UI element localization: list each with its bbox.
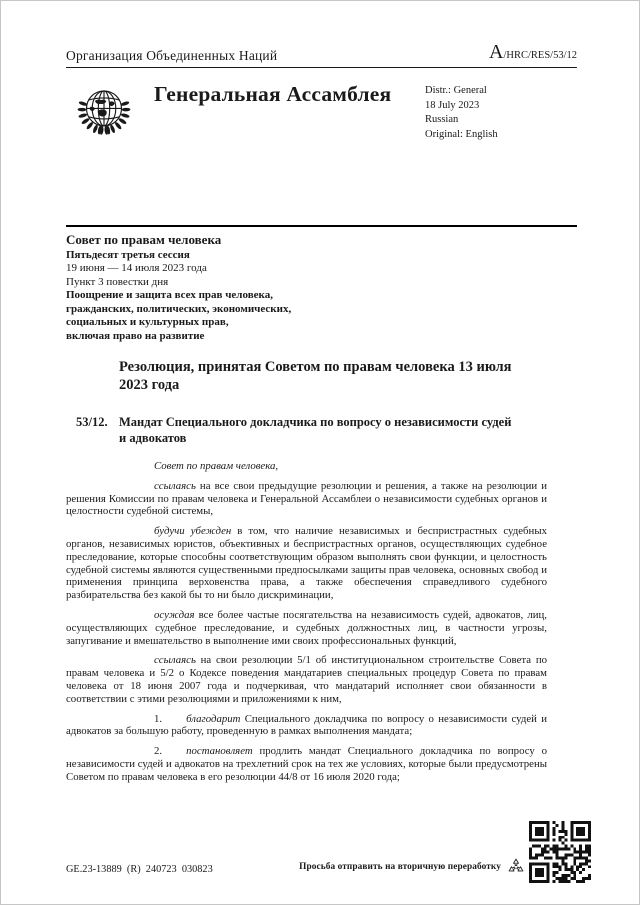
qr-code	[529, 821, 591, 883]
paragraph-lead: будучи убежден	[154, 525, 232, 538]
paragraph-text: Специального докладчика по вопросу о независимости судей и адвокатов за большую работу, проведенную в рамках выполнения мандата;	[66, 712, 547, 738]
preamble-paragraph	[66, 609, 547, 647]
preamble-paragraph	[66, 525, 547, 602]
recycle-notice	[299, 856, 527, 878]
preamble-paragraph	[66, 480, 547, 518]
assembly-title: Генеральная Ассамблея	[154, 82, 392, 106]
opening-line	[66, 460, 547, 473]
ge-reference-code: GE.23-13889 (R) 240723 030823	[66, 864, 213, 875]
language-line: Russian	[425, 114, 459, 125]
opening-text: Совет по правам человека,	[154, 460, 279, 472]
un-emblem-icon	[66, 78, 142, 153]
paragraph-text: продлить мандат Специального докладчика по вопросу о независимости судей и адвокатов на трехлетний срок на тех же условиях, которые были предусмотрены Советом по правам человека в его резолюции 44/8 от 16 июля 2020 года;	[66, 745, 547, 783]
paragraph-lead: осуждая	[154, 608, 195, 621]
paragraph-number: 1.	[154, 712, 163, 725]
agenda-title-line: Поощрение и защита всех прав человека,	[66, 289, 273, 301]
resolution-number: 53/12.	[76, 415, 108, 429]
resolution-heading	[76, 415, 577, 446]
un-emblem-svg	[66, 78, 142, 148]
agenda-title-line: включая право на развитие	[66, 329, 205, 342]
resolution-body	[66, 460, 577, 784]
document-symbol-path: /HRC/RES/53/12	[503, 50, 577, 61]
paragraph-text: на все свои предыдущие резолюции и решения, а также на резолюции и решения Комиссии по правам человека и Генеральной Ассамблеи о независимости судебных органов и целостности судебной системы,	[66, 479, 547, 518]
resolution-subject: Мандат Специального докладчика по вопросу о независимости судей и адвокатов	[119, 415, 512, 445]
qr-code-svg	[529, 821, 591, 883]
operative-paragraph	[66, 745, 547, 783]
resolution-title: Резолюция, принятая Советом по правам человека 13 июля 2023 года	[119, 359, 512, 393]
recycle-note-text: Просьба отправить на вторичную переработку	[299, 862, 501, 872]
document-symbol	[489, 41, 577, 64]
session-dates: 19 июня — 14 июля 2023 года	[66, 262, 207, 274]
recycle-icon	[505, 856, 527, 878]
session-number: Пятьдесят третья сессия	[66, 249, 190, 261]
operative-paragraph	[66, 713, 547, 739]
paragraph-lead: ссылаясь	[154, 479, 196, 492]
agenda-title-line: гражданских, политических, экономических,	[66, 302, 292, 315]
agenda-item: Пункт 3 повестки дня	[66, 275, 169, 288]
date-line: 18 July 2023	[425, 99, 480, 111]
session-block	[66, 231, 577, 343]
distribution-block	[425, 84, 577, 153]
original-language-line: Original: English	[425, 128, 498, 140]
distr-line: Distr.: General	[425, 85, 487, 96]
masthead-top-row	[66, 41, 577, 64]
page-content	[1, 1, 639, 784]
preamble-paragraph	[66, 654, 547, 705]
paragraph-lead: постановляет	[186, 745, 253, 758]
document-symbol-series: A	[489, 41, 504, 63]
paragraph-text: в том, что наличие независимых и беспристрастных судебных органов, независимых юристов, объективных и беспристрастных органов, осуществляющих судебное преследование, которые способны соответствующим образом выполнять свои функции, и целостность судебной системы являются существенными предпосылками защиты прав человека, основных свобод и применения принципа верховенства права, а также обеспечения справедливого судебного разбирательства без какой бы то ни было дискриминации,	[66, 525, 547, 602]
council-name: Совет по правам человека	[66, 232, 222, 247]
paragraph-text: все более частые посягательства на независимость судей, адвокатов, лиц, осуществляющих судебное преследование, и судебных должностных лиц, в частности угрозы, запугивание и вмешательство в выполнение ими своих профессиональных функций,	[66, 608, 547, 647]
header-rule	[66, 67, 577, 68]
agenda-title-line: социальных и культурных прав,	[66, 316, 229, 328]
section-rule	[66, 225, 577, 227]
masthead-main-row	[66, 78, 577, 153]
organization-name: Организация Объединенных Наций	[66, 48, 278, 63]
paragraph-lead: ссылаясь	[154, 654, 196, 667]
paragraph-number: 2.	[154, 745, 163, 758]
paragraph-lead: благодарит	[186, 712, 241, 725]
paragraph-text: на свои резолюции 5/1 об институциональном строительстве Совета по правам человека и 5/2 о Кодексе поведения мандатариев специальных процедур Совета по правам человека от 18 июня 2007 года и подчеркивая, что мандатарий исполняет свои обязанности в соответствии с этими резолюциями и приложениями к ним,	[66, 654, 547, 705]
